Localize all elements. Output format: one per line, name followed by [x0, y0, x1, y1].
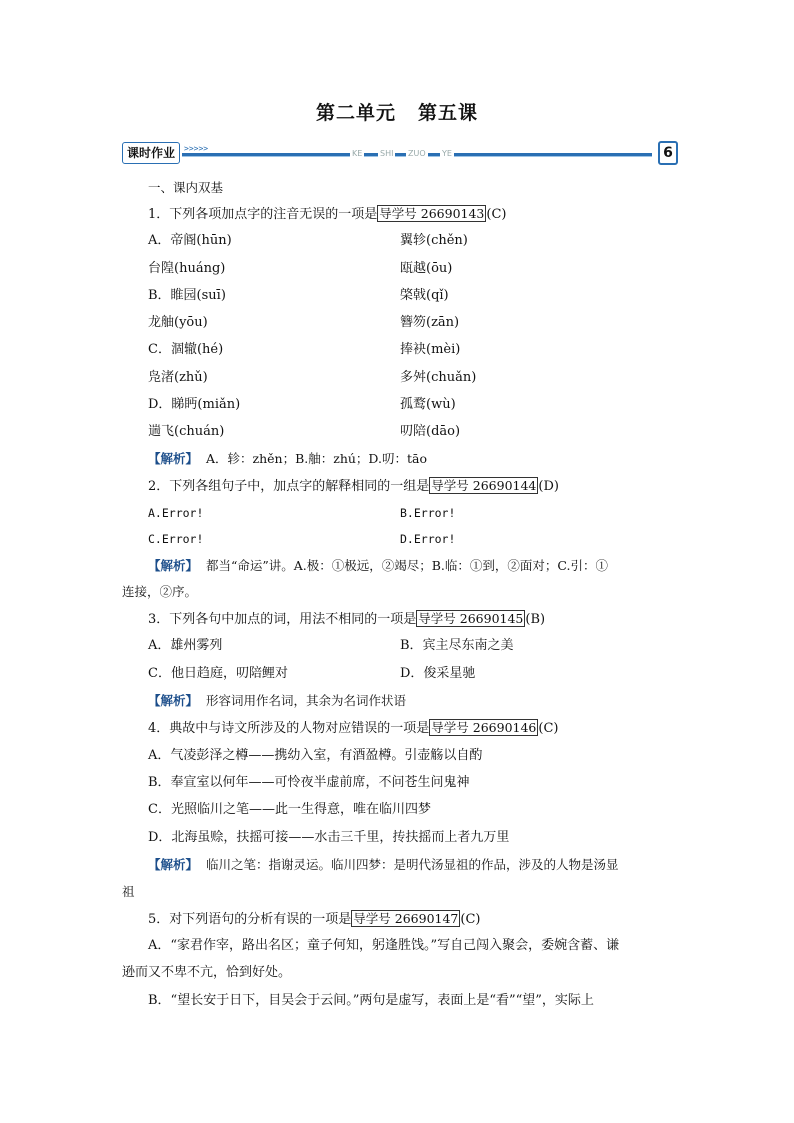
lesson-title: 第五课 — [418, 102, 479, 124]
option-text: D．北海虽赊，扶摇可接——水击三千里，抟扶摇而上者九万里 — [148, 830, 510, 845]
answer: (C) — [538, 721, 559, 736]
option-text: A．“家君作宰，路出名区；童子何知，躬逢胜饯。”写自己闯入聚会，委婉含蓄、谦 — [148, 938, 620, 953]
option-text: C.Error! — [148, 532, 204, 546]
option-text: B．睢园(suī) — [148, 288, 226, 303]
study-guide-number: 导学号 26690147 — [353, 911, 459, 926]
question-3-stem — [148, 610, 545, 629]
analysis-text: 都当“命运”讲。A.极：①极远，②竭尽；B.临：①到，②面对；C.引：① — [205, 558, 609, 573]
option-text: B.Error! — [400, 506, 456, 520]
question-2-stem — [148, 477, 559, 496]
option-text: B．“望长安于日下，目吴会于云间。”两句是虚写，表面上是“看”“望”，实际上 — [148, 993, 594, 1008]
option-text: 翼轸(chěn) — [400, 233, 468, 248]
question-5-stem — [148, 910, 480, 929]
option-text: 叨陪(dāo) — [400, 424, 461, 439]
option-text: 棨戟(qǐ) — [400, 288, 449, 303]
question-text: 4．典故中与诗文所涉及的人物对应错误的一项是 — [148, 721, 430, 736]
option-continuation: 逊而又不卑不亢，恰到好处。 — [122, 965, 292, 980]
study-guide-number: 导学号 26690143 — [379, 206, 485, 221]
option-text: 龙舳(yōu) — [148, 315, 208, 330]
unit-title: 第二单元 — [315, 102, 396, 124]
analysis-line — [148, 856, 618, 874]
option-text: B．宾主尽东南之美 — [400, 638, 514, 653]
option-text: C．光照临川之笔——此一生得意，唯在临川四梦 — [148, 802, 431, 817]
pinyin-zuo: ZUO — [408, 149, 426, 158]
answer: (B) — [525, 612, 546, 627]
section-heading: 一、课内双基 — [148, 180, 224, 195]
question-text: 1．下列各项加点字的注音无误的一项是 — [148, 207, 378, 222]
homework-header-bar — [122, 142, 678, 164]
option-text: 遄飞(chuán) — [148, 424, 225, 439]
option-text: A．气凌彭泽之樽——携幼入室，有酒盈樽。引壶觞以自酌 — [148, 748, 483, 763]
question-1-stem — [148, 205, 506, 224]
analysis-tag: 【解析】 — [148, 857, 199, 872]
option-text: 凫渚(zhǔ) — [148, 370, 208, 385]
option-text: D．俊采星驰 — [400, 666, 476, 681]
analysis-line — [148, 450, 427, 468]
analysis-line — [148, 692, 406, 710]
option-text: A．帝阍(hūn) — [148, 233, 232, 248]
analysis-text: 临川之笔：指谢灵运。临川四梦：是明代汤显祖的作品，涉及的人物是汤显 — [205, 857, 619, 872]
answer: (C) — [460, 912, 481, 927]
pinyin-ke: KE — [352, 149, 363, 158]
question-4-stem — [148, 719, 558, 738]
analysis-continuation: 祖 — [122, 884, 135, 899]
arrows-decoration: >>>>> — [184, 144, 209, 153]
analysis-line — [148, 557, 608, 575]
page-title — [0, 98, 794, 125]
analysis-tag: 【解析】 — [148, 451, 199, 466]
option-text: D．睇眄(miǎn) — [148, 397, 241, 412]
option-text: 台隍(huáng) — [148, 261, 226, 276]
question-text: 3．下列各句中加点的词，用法不相同的一项是 — [148, 612, 417, 627]
question-text: 5．对下列语句的分析有误的一项是 — [148, 912, 352, 927]
option-text: D.Error! — [400, 532, 456, 546]
option-text: 多舛(chuǎn) — [400, 370, 477, 385]
study-guide-number: 导学号 26690145 — [418, 611, 524, 626]
option-text: 瓯越(ōu) — [400, 261, 453, 276]
answer: (D) — [538, 479, 559, 494]
page-number-badge: 6 — [658, 141, 678, 165]
analysis-tag: 【解析】 — [148, 693, 199, 708]
analysis-text: 形容词用作名词，其余为名词作状语 — [205, 693, 406, 708]
analysis-continuation: 连接，②序。 — [122, 584, 198, 599]
option-text: C．他日趋庭，叨陪鲤对 — [148, 666, 288, 681]
homework-label: 课时作业 — [122, 142, 180, 164]
option-text: A.Error! — [148, 506, 204, 520]
option-text: B．奉宣室以何年——可怜夜半虚前席，不问苍生问鬼神 — [148, 775, 470, 790]
answer: (C) — [486, 207, 507, 222]
pinyin-shi: SHI — [380, 149, 394, 158]
pinyin-ye: YE — [442, 149, 452, 158]
option-text: C．涸辙(hé) — [148, 342, 224, 357]
option-text: 孤鹜(wù) — [400, 397, 456, 412]
analysis-tag: 【解析】 — [148, 558, 199, 573]
analysis-text: A．轸：zhěn；B.舳：zhú；D.叨：tāo — [205, 451, 427, 466]
study-guide-number: 导学号 26690144 — [431, 478, 537, 493]
option-text: 簪笏(zān) — [400, 315, 460, 330]
option-text: 捧袂(mèi) — [400, 342, 461, 357]
option-text: A．雄州雾列 — [148, 638, 223, 653]
study-guide-number: 导学号 26690146 — [431, 720, 537, 735]
question-text: 2．下列各组句子中，加点字的解释相同的一组是 — [148, 479, 430, 494]
